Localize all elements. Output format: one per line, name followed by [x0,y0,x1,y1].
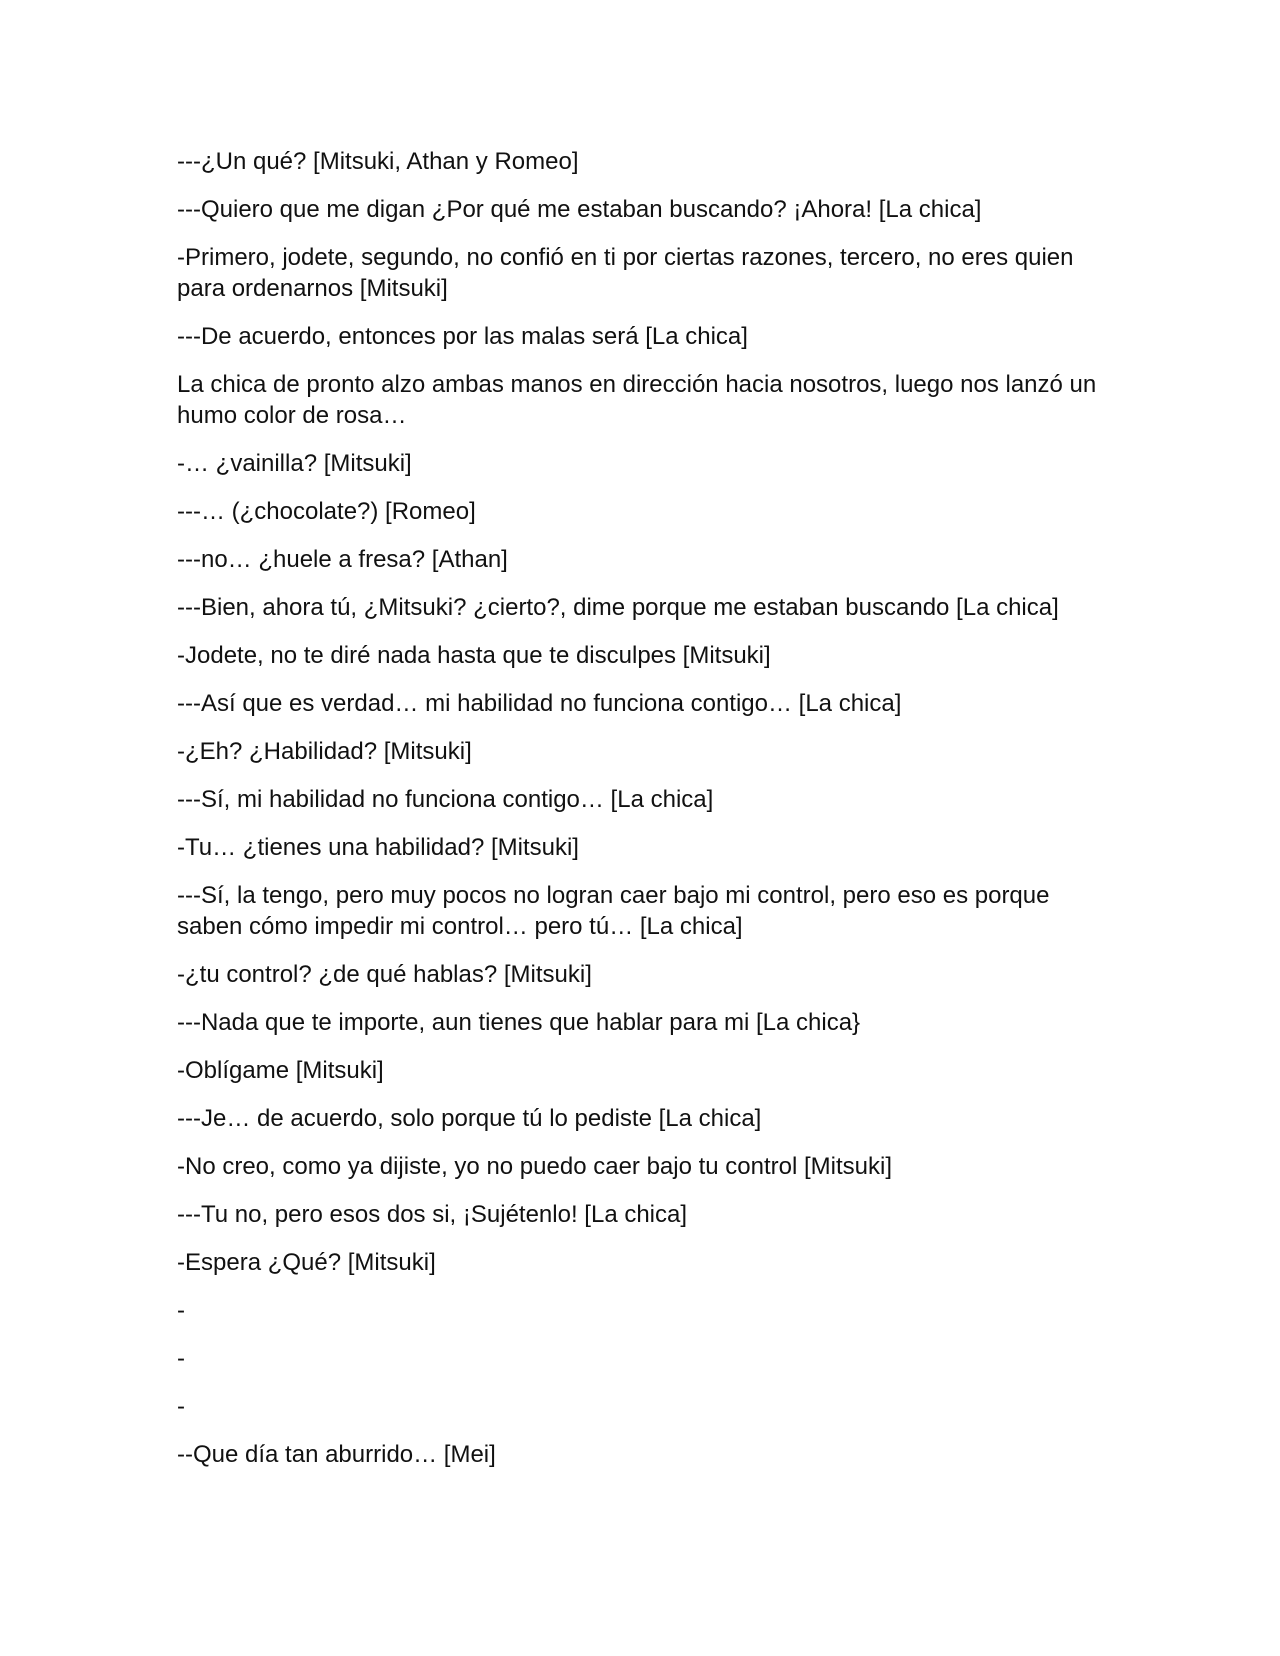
paragraph: La chica de pronto alzo ambas manos en dirección hacia nosotros, luego nos lanzó un humo color de rosa… [177,371,1103,429]
paragraph: -… ¿vainilla? [Mitsuki] [177,450,412,477]
paragraph: --Que día tan aburrido… [Mei] [177,1441,496,1468]
paragraph: -No creo, como ya dijiste, yo no puedo caer bajo tu control [Mitsuki] [177,1153,893,1180]
paragraph: ---Quiero que me digan ¿Por qué me estaban buscando? ¡Ahora! [La chica] [177,196,982,223]
paragraph: -Espera ¿Qué? [Mitsuki] [177,1249,436,1276]
paragraph: ---Je… de acuerdo, solo porque tú lo pediste [La chica] [177,1105,762,1132]
paragraph: ---¿Un qué? [Mitsuki, Athan y Romeo] [177,148,579,175]
paragraph: ---Bien, ahora tú, ¿Mitsuki? ¿cierto?, dime porque me estaban buscando [La chica] [177,594,1059,621]
paragraph: ---Sí, mi habilidad no funciona contigo… [La chica] [177,786,714,813]
paragraph: -Tu… ¿tienes una habilidad? [Mitsuki] [177,834,579,861]
paragraph: - [177,1393,185,1420]
paragraph: ---Sí, la tengo, pero muy pocos no logran caer bajo mi control, pero eso es porque saben cómo impedir mi control… pero tú… [La chica] [177,882,1057,940]
paragraph: -¿Eh? ¿Habilidad? [Mitsuki] [177,738,472,765]
paragraph: -Primero, jodete, segundo, no confió en ti por ciertas razones, tercero, no eres quien para ordenarnos [Mitsuki] [177,244,1081,302]
paragraph: -Oblígame [Mitsuki] [177,1057,384,1084]
document-body [177,146,1107,1487]
paragraph: ---Nada que te importe, aun tienes que hablar para mi [La chica} [177,1009,861,1036]
paragraph: -¿tu control? ¿de qué hablas? [Mitsuki] [177,961,592,988]
paragraph: - [177,1297,185,1324]
paragraph: ---Tu no, pero esos dos si, ¡Sujétenlo! [La chica] [177,1201,688,1228]
paragraph: ---Así que es verdad… mi habilidad no funciona contigo… [La chica] [177,690,902,717]
paragraph: -Jodete, no te diré nada hasta que te disculpes [Mitsuki] [177,642,771,669]
paragraph: ---… (¿chocolate?) [Romeo] [177,498,476,525]
paragraph: ---De acuerdo, entonces por las malas será [La chica] [177,323,748,350]
paragraph: ---no… ¿huele a fresa? [Athan] [177,546,508,573]
paragraph: - [177,1345,185,1372]
